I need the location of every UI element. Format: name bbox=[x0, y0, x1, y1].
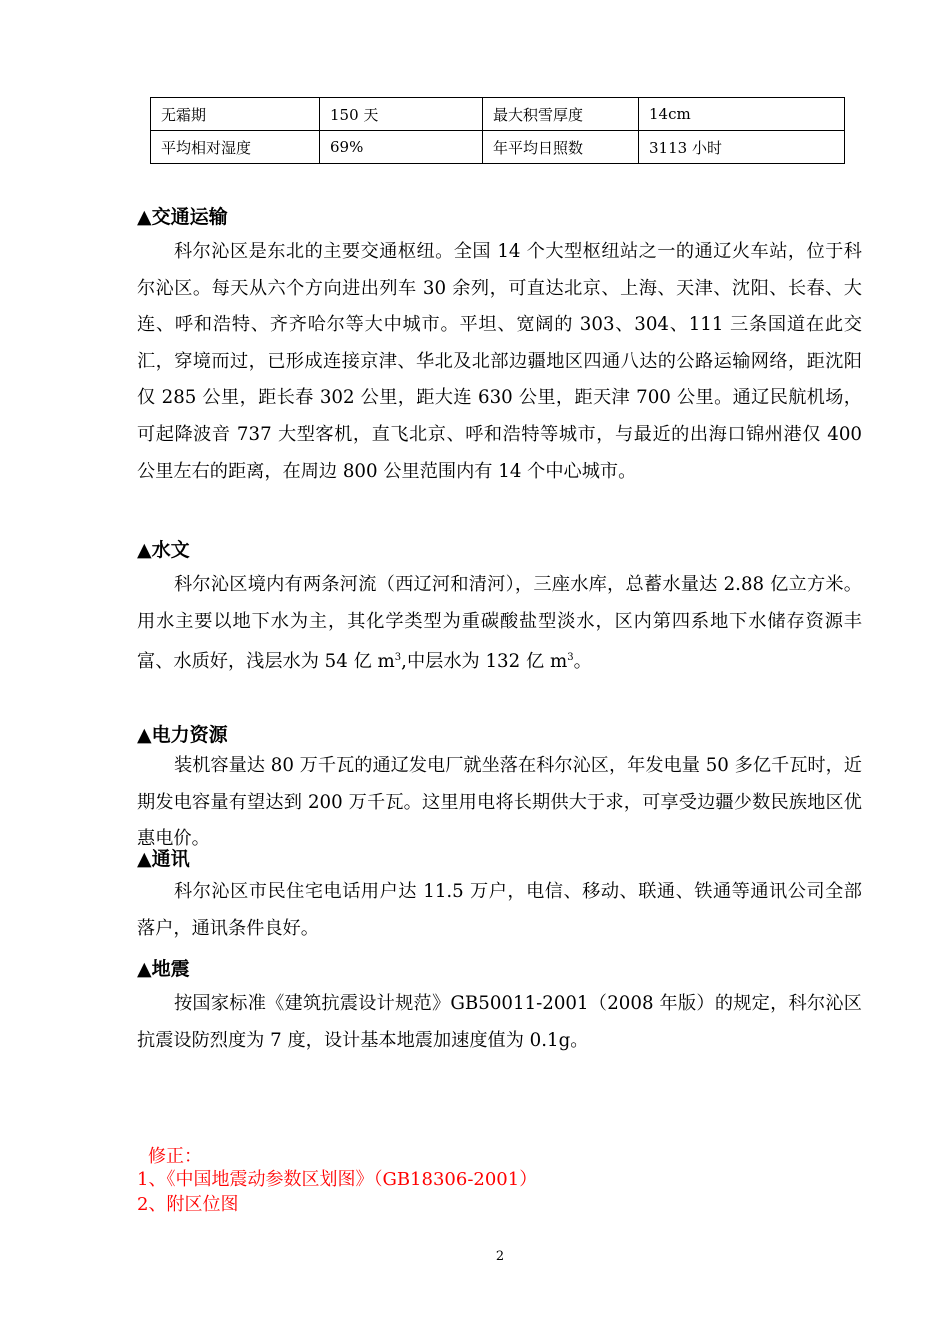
table-cell: 150 天 bbox=[320, 98, 483, 131]
section-body-telecom: 科尔沁区市民住宅电话用户达 11.5 万户，电信、移动、联通、铁通等通讯公司全部落户，通讯条件良好。 bbox=[137, 881, 862, 939]
section-telecom bbox=[137, 846, 862, 947]
table-row bbox=[151, 131, 845, 164]
table-cell: 69% bbox=[320, 131, 483, 164]
section-heading-earthquake: ▲地震 bbox=[137, 958, 190, 980]
revision-note-title: 修正： bbox=[148, 1146, 202, 1167]
section-heading-power: ▲电力资源 bbox=[137, 724, 228, 746]
table-cell: 年平均日照数 bbox=[483, 131, 639, 164]
section-body-power: 装机容量达 80 万千瓦的通辽发电厂就坐落在科尔沁区，年发电量 50 多亿千瓦时，近期发电容量有望达到 200 万千瓦。这里用电将长期供大于求，可享受边疆少数民族地区优惠电价。 bbox=[137, 755, 862, 850]
table-cell: 14cm bbox=[639, 98, 845, 131]
section-body-traffic: 科尔沁区是东北的主要交通枢纽。全国 14 个大型枢纽站之一的通辽火车站，位于科尔沁区。每天从六个方向进出列车 30 余列，可直达北京、上海、天津、沈阳、长春、大连、呼和浩特、齐齐哈尔等大中城市。平坦、宽阔的 303、304、111 三条国道在此交汇，穿境而过，已形成连接京津、华北及北部边疆地区四通八达的公路运输网络，距沈阳仅 285 公里，距长春 302 公里，距大连 630 公里，距天津 700 公里。通辽民航机场，可起降波音 737 大型客机，直飞北京、呼和浩特等城市，与最近的出海口锦州港仅 400 公里左右的距离，在周边 800 公里范围内有 14 个中心城市。 bbox=[137, 241, 862, 482]
table-cell: 最大积雪厚度 bbox=[483, 98, 639, 131]
section-traffic bbox=[137, 204, 862, 490]
section-body-hydrology bbox=[137, 567, 862, 681]
hydrology-text-start: 科尔沁区境内有两条河流（西辽河和清河），三座水库，总蓄水量达 2.88 亿立方米。用水主要以地下水为主，其化学类型为重碳酸盐型淡水，区内第四系地下水储存资源丰富、水质好，浅层水为 54 亿 m bbox=[137, 574, 862, 673]
table-cell: 平均相对湿度 bbox=[151, 131, 320, 164]
hydrology-text-mid: ,中层水为 132 亿 m bbox=[401, 651, 568, 673]
section-heading-hydrology: ▲水文 bbox=[137, 539, 190, 561]
revision-note-item: 2、附区位图 bbox=[137, 1194, 239, 1215]
page-number: 2 bbox=[495, 1249, 505, 1264]
revision-note-item: 1、《中国地震动参数区划图》（GB18306-2001） bbox=[137, 1169, 538, 1190]
section-body-earthquake: 按国家标准《建筑抗震设计规范》GB50011-2001（2008 年版）的规定，科尔沁区抗震设防烈度为 7 度，设计基本地震加速度值为 0.1g。 bbox=[137, 993, 862, 1051]
section-heading-telecom: ▲通讯 bbox=[137, 848, 190, 870]
table-cell: 3113 小时 bbox=[639, 131, 845, 164]
table-cell: 无霜期 bbox=[151, 98, 320, 131]
section-earthquake bbox=[137, 956, 862, 1059]
section-hydrology bbox=[137, 537, 862, 681]
superscript-3: 3 bbox=[394, 652, 402, 664]
table-row bbox=[151, 98, 845, 131]
superscript-3: 3 bbox=[567, 652, 574, 664]
hydrology-text-end: 。 bbox=[573, 651, 592, 673]
section-heading-traffic: ▲交通运输 bbox=[137, 206, 228, 228]
climate-table bbox=[150, 97, 845, 164]
section-power bbox=[137, 722, 862, 858]
